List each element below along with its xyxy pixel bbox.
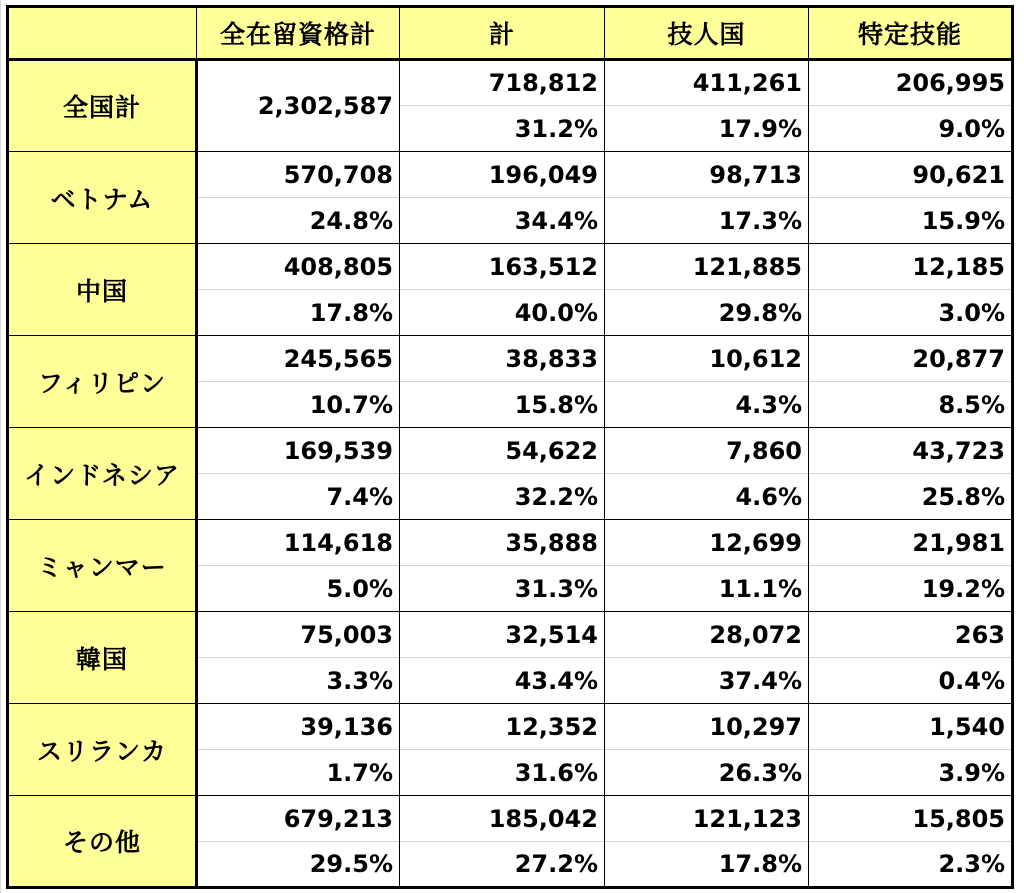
cell-percent[interactable]: 31.3%	[400, 566, 605, 612]
cell-value[interactable]: 15,805	[809, 796, 1013, 842]
cell-percent[interactable]: 4.6%	[605, 474, 809, 520]
table-row	[8, 612, 1013, 658]
cell-value[interactable]: 32,514	[400, 612, 605, 658]
cell-percent[interactable]: 17.8%	[197, 290, 400, 336]
cell-percent[interactable]: 29.8%	[605, 290, 809, 336]
table-row	[8, 520, 1013, 566]
cell-percent[interactable]: 4.3%	[605, 382, 809, 428]
cell-value[interactable]: 21,981	[809, 520, 1013, 566]
cell-value[interactable]: 185,042	[400, 796, 605, 842]
cell-value[interactable]: 98,713	[605, 152, 809, 198]
cell-percent[interactable]: 1.7%	[197, 750, 400, 796]
cell-value[interactable]: 20,877	[809, 336, 1013, 382]
table-row	[8, 336, 1013, 382]
residence-status-table	[6, 5, 1014, 889]
cell-percent[interactable]: 19.2%	[809, 566, 1013, 612]
cell-value[interactable]: 196,049	[400, 152, 605, 198]
cell-value[interactable]: 12,352	[400, 704, 605, 750]
cell-total-value[interactable]: 206,995	[809, 60, 1013, 106]
cell-percent[interactable]: 7.4%	[197, 474, 400, 520]
header-all-status[interactable]: 全在留資格計	[197, 7, 400, 60]
row-label-total[interactable]: 全国計	[8, 60, 197, 152]
cell-value[interactable]: 1,540	[809, 704, 1013, 750]
cell-value[interactable]: 38,833	[400, 336, 605, 382]
cell-total-percent[interactable]: 31.2%	[400, 106, 605, 152]
cell-percent[interactable]: 3.3%	[197, 658, 400, 704]
cell-percent[interactable]: 24.8%	[197, 198, 400, 244]
cell-percent[interactable]: 8.5%	[809, 382, 1013, 428]
cell-value[interactable]: 570,708	[197, 152, 400, 198]
cell-value[interactable]: 10,297	[605, 704, 809, 750]
header-specified-skilled[interactable]: 特定技能	[809, 7, 1013, 60]
cell-percent[interactable]: 37.4%	[605, 658, 809, 704]
cell-value[interactable]: 169,539	[197, 428, 400, 474]
cell-percent[interactable]: 32.2%	[400, 474, 605, 520]
cell-value[interactable]: 121,885	[605, 244, 809, 290]
cell-value[interactable]: 39,136	[197, 704, 400, 750]
cell-percent[interactable]: 29.5%	[197, 842, 400, 888]
cell-value[interactable]: 75,003	[197, 612, 400, 658]
cell-percent[interactable]: 17.3%	[605, 198, 809, 244]
cell-percent[interactable]: 0.4%	[809, 658, 1013, 704]
cell-percent[interactable]: 26.3%	[605, 750, 809, 796]
cell-value[interactable]: 263	[809, 612, 1013, 658]
row-label[interactable]: 中国	[8, 244, 197, 336]
cell-percent[interactable]: 2.3%	[809, 842, 1013, 888]
cell-percent[interactable]: 15.8%	[400, 382, 605, 428]
cell-percent[interactable]: 11.1%	[605, 566, 809, 612]
header-total[interactable]: 計	[400, 7, 605, 60]
table-row	[8, 244, 1013, 290]
cell-percent[interactable]: 43.4%	[400, 658, 605, 704]
cell-value[interactable]: 679,213	[197, 796, 400, 842]
cell-total-all-status[interactable]: 2,302,587	[197, 60, 400, 152]
cell-value[interactable]: 35,888	[400, 520, 605, 566]
row-label[interactable]: その他	[8, 796, 197, 888]
cell-value[interactable]: 12,185	[809, 244, 1013, 290]
cell-value[interactable]: 7,860	[605, 428, 809, 474]
row-label[interactable]: フィリピン	[8, 336, 197, 428]
row-label[interactable]: 韓国	[8, 612, 197, 704]
cell-value[interactable]: 10,612	[605, 336, 809, 382]
cell-value[interactable]: 245,565	[197, 336, 400, 382]
header-engineer-specialist[interactable]: 技人国	[605, 7, 809, 60]
row-label[interactable]: スリランカ	[8, 704, 197, 796]
table-row	[8, 152, 1013, 198]
table-row	[8, 796, 1013, 842]
cell-value[interactable]: 43,723	[809, 428, 1013, 474]
cell-percent[interactable]: 3.9%	[809, 750, 1013, 796]
table-row	[8, 428, 1013, 474]
cell-total-percent[interactable]: 17.9%	[605, 106, 809, 152]
cell-total-value[interactable]: 411,261	[605, 60, 809, 106]
cell-total-value[interactable]: 718,812	[400, 60, 605, 106]
table-row	[8, 704, 1013, 750]
row-label[interactable]: ミャンマー	[8, 520, 197, 612]
row-label[interactable]: ベトナム	[8, 152, 197, 244]
cell-total-percent[interactable]: 9.0%	[809, 106, 1013, 152]
cell-value[interactable]: 12,699	[605, 520, 809, 566]
cell-value[interactable]: 163,512	[400, 244, 605, 290]
header-row	[8, 7, 1013, 60]
cell-value[interactable]: 114,618	[197, 520, 400, 566]
cell-percent[interactable]: 15.9%	[809, 198, 1013, 244]
cell-percent[interactable]: 10.7%	[197, 382, 400, 428]
cell-value[interactable]: 121,123	[605, 796, 809, 842]
cell-value[interactable]: 408,805	[197, 244, 400, 290]
cell-value[interactable]: 28,072	[605, 612, 809, 658]
cell-value[interactable]: 54,622	[400, 428, 605, 474]
cell-percent[interactable]: 17.8%	[605, 842, 809, 888]
cell-percent[interactable]: 27.2%	[400, 842, 605, 888]
row-label[interactable]: インドネシア	[8, 428, 197, 520]
cell-percent[interactable]: 25.8%	[809, 474, 1013, 520]
header-corner-cell[interactable]	[8, 7, 197, 60]
cell-percent[interactable]: 5.0%	[197, 566, 400, 612]
table-row-total	[8, 60, 1013, 106]
cell-value[interactable]: 90,621	[809, 152, 1013, 198]
cell-percent[interactable]: 31.6%	[400, 750, 605, 796]
cell-percent[interactable]: 3.0%	[809, 290, 1013, 336]
cell-percent[interactable]: 40.0%	[400, 290, 605, 336]
cell-percent[interactable]: 34.4%	[400, 198, 605, 244]
